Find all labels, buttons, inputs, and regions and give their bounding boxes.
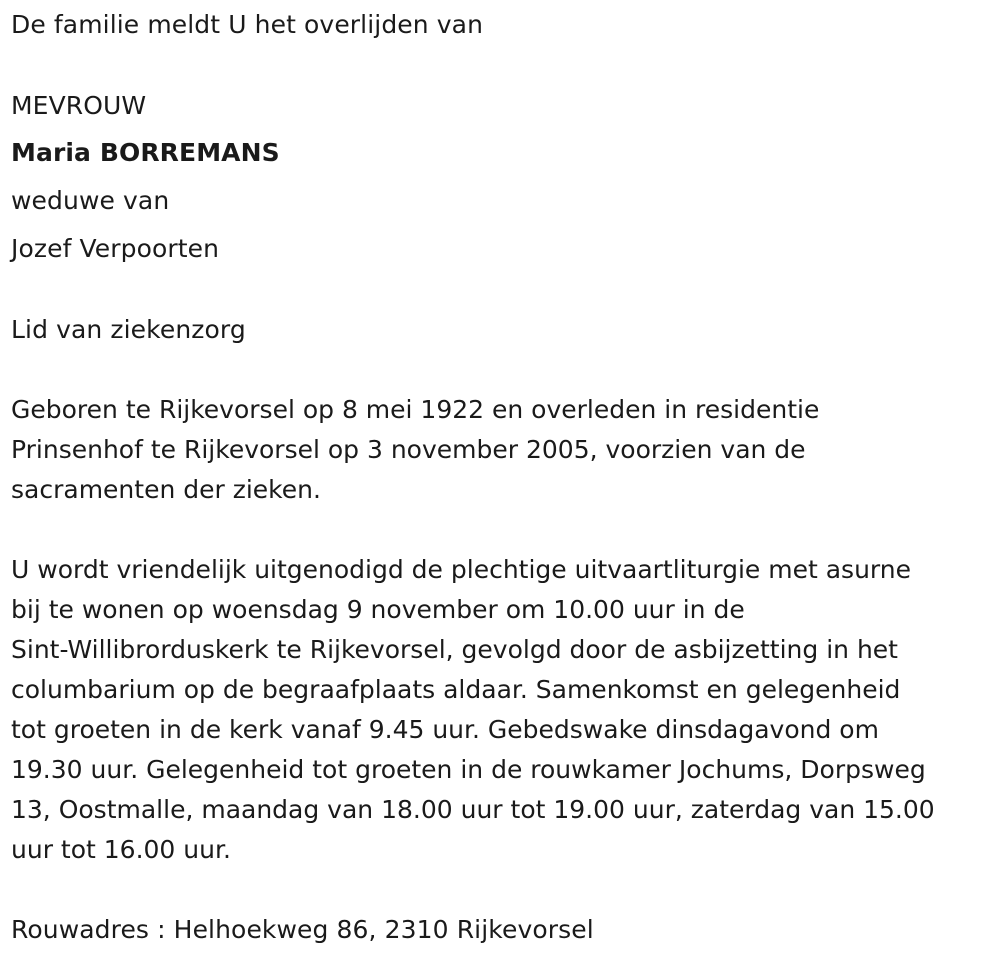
paragraph-line: tot groeten in de kerk vanaf 9.45 uur. Gebedswake dinsdagavond om [11, 715, 879, 744]
widow-of-label: weduwe van [11, 186, 170, 215]
paragraph-line: U wordt vriendelijk uitgenodigd de plechtige uitvaartliturgie met asurne [11, 555, 911, 584]
paragraph-line: uur tot 16.00 uur. [11, 835, 231, 864]
membership-text: Lid van ziekenzorg [11, 315, 246, 344]
mourning-address: Rouwadres : Helhoekweg 86, 2310 Rijkevorsel [11, 915, 594, 944]
paragraph-line: Sint-Willibrorduskerk te Rijkevorsel, gevolgd door de asbijzetting in het [11, 635, 898, 664]
paragraph-line: Prinsenhof te Rijkevorsel op 3 november 2005, voorzien van de [11, 435, 806, 464]
salutation: MEVROUW [11, 91, 147, 120]
paragraph-line: 13, Oostmalle, maandag van 18.00 uur tot 19.00 uur, zaterdag van 15.00 [11, 795, 935, 824]
invitation-paragraph [11, 550, 981, 870]
paragraph-line: Geboren te Rijkevorsel op 8 mei 1922 en overleden in residentie [11, 395, 820, 424]
paragraph-line: sacramenten der zieken. [11, 475, 321, 504]
birth-death-paragraph [11, 390, 981, 510]
deceased-name: Maria BORREMANS [11, 138, 280, 167]
paragraph-line: columbarium op de begraafplaats aldaar. Samenkomst en gelegenheid [11, 675, 901, 704]
intro-text: De familie meldt U het overlijden van [11, 10, 484, 39]
paragraph-line: bij te wonen op woensdag 9 november om 10.00 uur in de [11, 595, 745, 624]
paragraph-line: 19.30 uur. Gelegenheid tot groeten in de rouwkamer Jochums, Dorpsweg [11, 755, 926, 784]
spouse-name: Jozef Verpoorten [11, 234, 220, 263]
